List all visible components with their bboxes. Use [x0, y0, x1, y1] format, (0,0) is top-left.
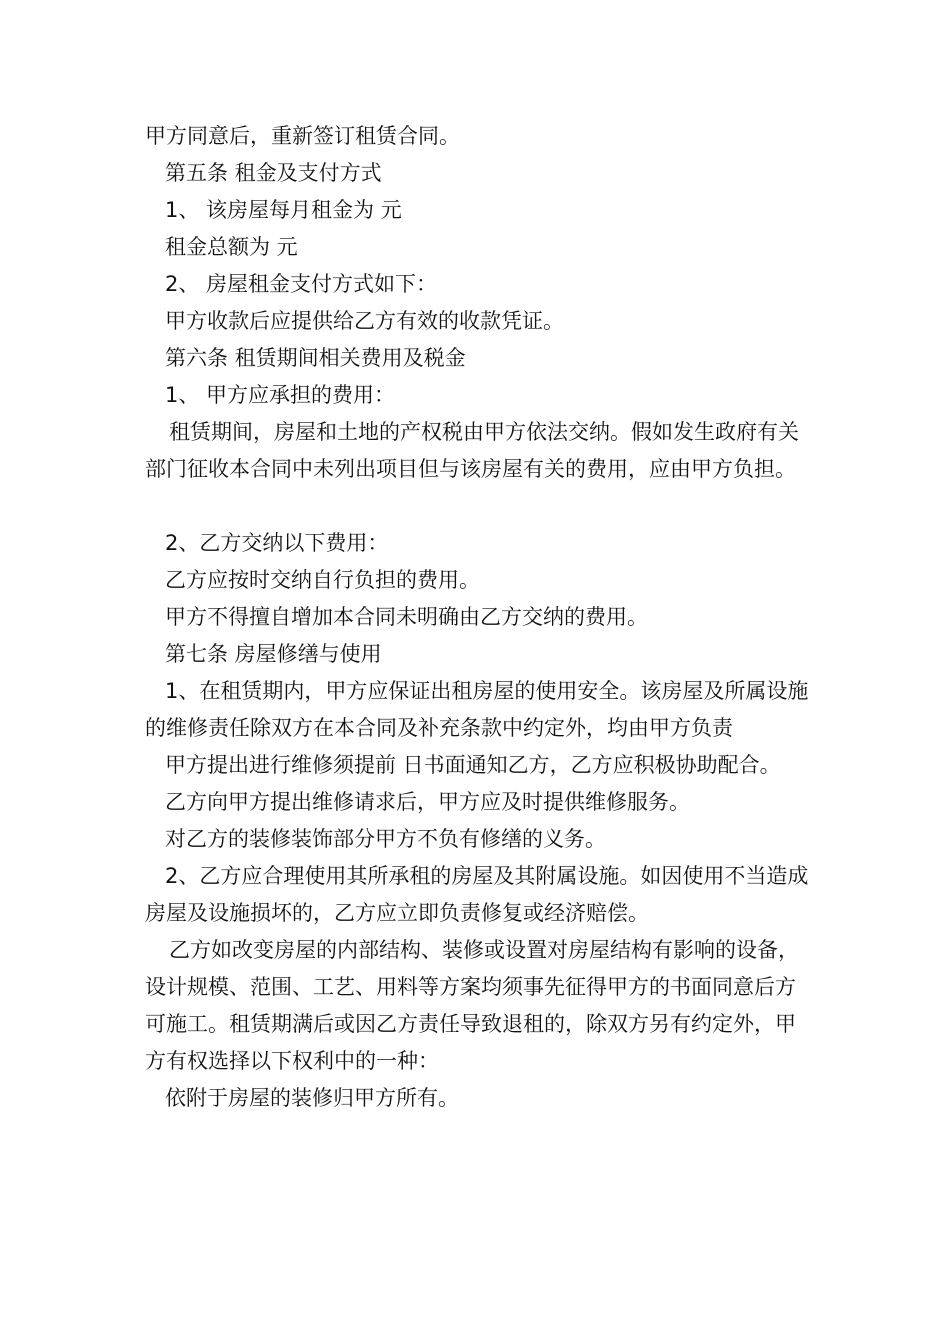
paragraph-3: 1、 该房屋每月租金为 元 [165, 198, 402, 222]
article-6-heading: 第六条 租赁期间相关费用及税金 [165, 346, 466, 370]
document-body [145, 118, 810, 1117]
paragraph-20: 依附于房屋的装修归甲方所有。 [165, 1086, 459, 1110]
article-5-heading: 第五条 租金及支付方式 [165, 161, 382, 185]
paragraph-6: 甲方收款后应提供给乙方有效的收款凭证。 [165, 309, 564, 333]
paragraph-15: 甲方提出进行维修须提前 日书面通知乙方，乙方应积极协助配合。 [165, 753, 781, 777]
paragraph-8: 1、 甲方应承担的费用： [165, 383, 396, 407]
paragraph-11: 乙方应按时交纳自行负担的费用。 [165, 568, 480, 592]
paragraph-18: 2、乙方应合理使用其所承租的房屋及其附属设施。如因使用不当造成房屋及设施损坏的，乙方应立即负责修复或经济赔偿。 [145, 864, 809, 925]
paragraph-9: 租赁期间，房屋和土地的产权税由甲方依法交纳。假如发生政府有关部门征收本合同中未列出项目但与该房屋有关的费用，应由甲方负担。 [145, 420, 799, 481]
paragraph-4: 租金总额为 元 [165, 235, 298, 259]
paragraph-12: 甲方不得擅自增加本合同未明确由乙方交纳的费用。 [165, 605, 648, 629]
paragraph-1: 甲方同意后，重新签订租赁合同。 [145, 124, 460, 148]
article-7-heading: 第七条 房屋修缮与使用 [165, 642, 382, 666]
paragraph-17: 对乙方的装修装饰部分甲方不负有修缮的义务。 [165, 827, 606, 851]
paragraph-16: 乙方向甲方提出维修请求后，甲方应及时提供维修服务。 [165, 790, 690, 814]
paragraph-19: 乙方如改变房屋的内部结构、装修或设置对房屋结构有影响的设备，设计规模、范围、工艺、用料等方案均须事先征得甲方的书面同意后方可施工。租赁期满后或因乙方责任导致退租的，除双方另有约定外，甲方有权选择以下权利中的一种： [145, 938, 799, 1073]
paragraph-5: 2、 房屋租金支付方式如下： [165, 272, 438, 296]
blank-line [145, 488, 810, 525]
paragraph-10: 2、乙方交纳以下费用： [165, 531, 389, 555]
paragraph-14: 1、在租赁期内，甲方应保证出租房屋的使用安全。该房屋及所属设施的维修责任除双方在本合同及补充条款中约定外，均由甲方负责 [145, 679, 809, 740]
